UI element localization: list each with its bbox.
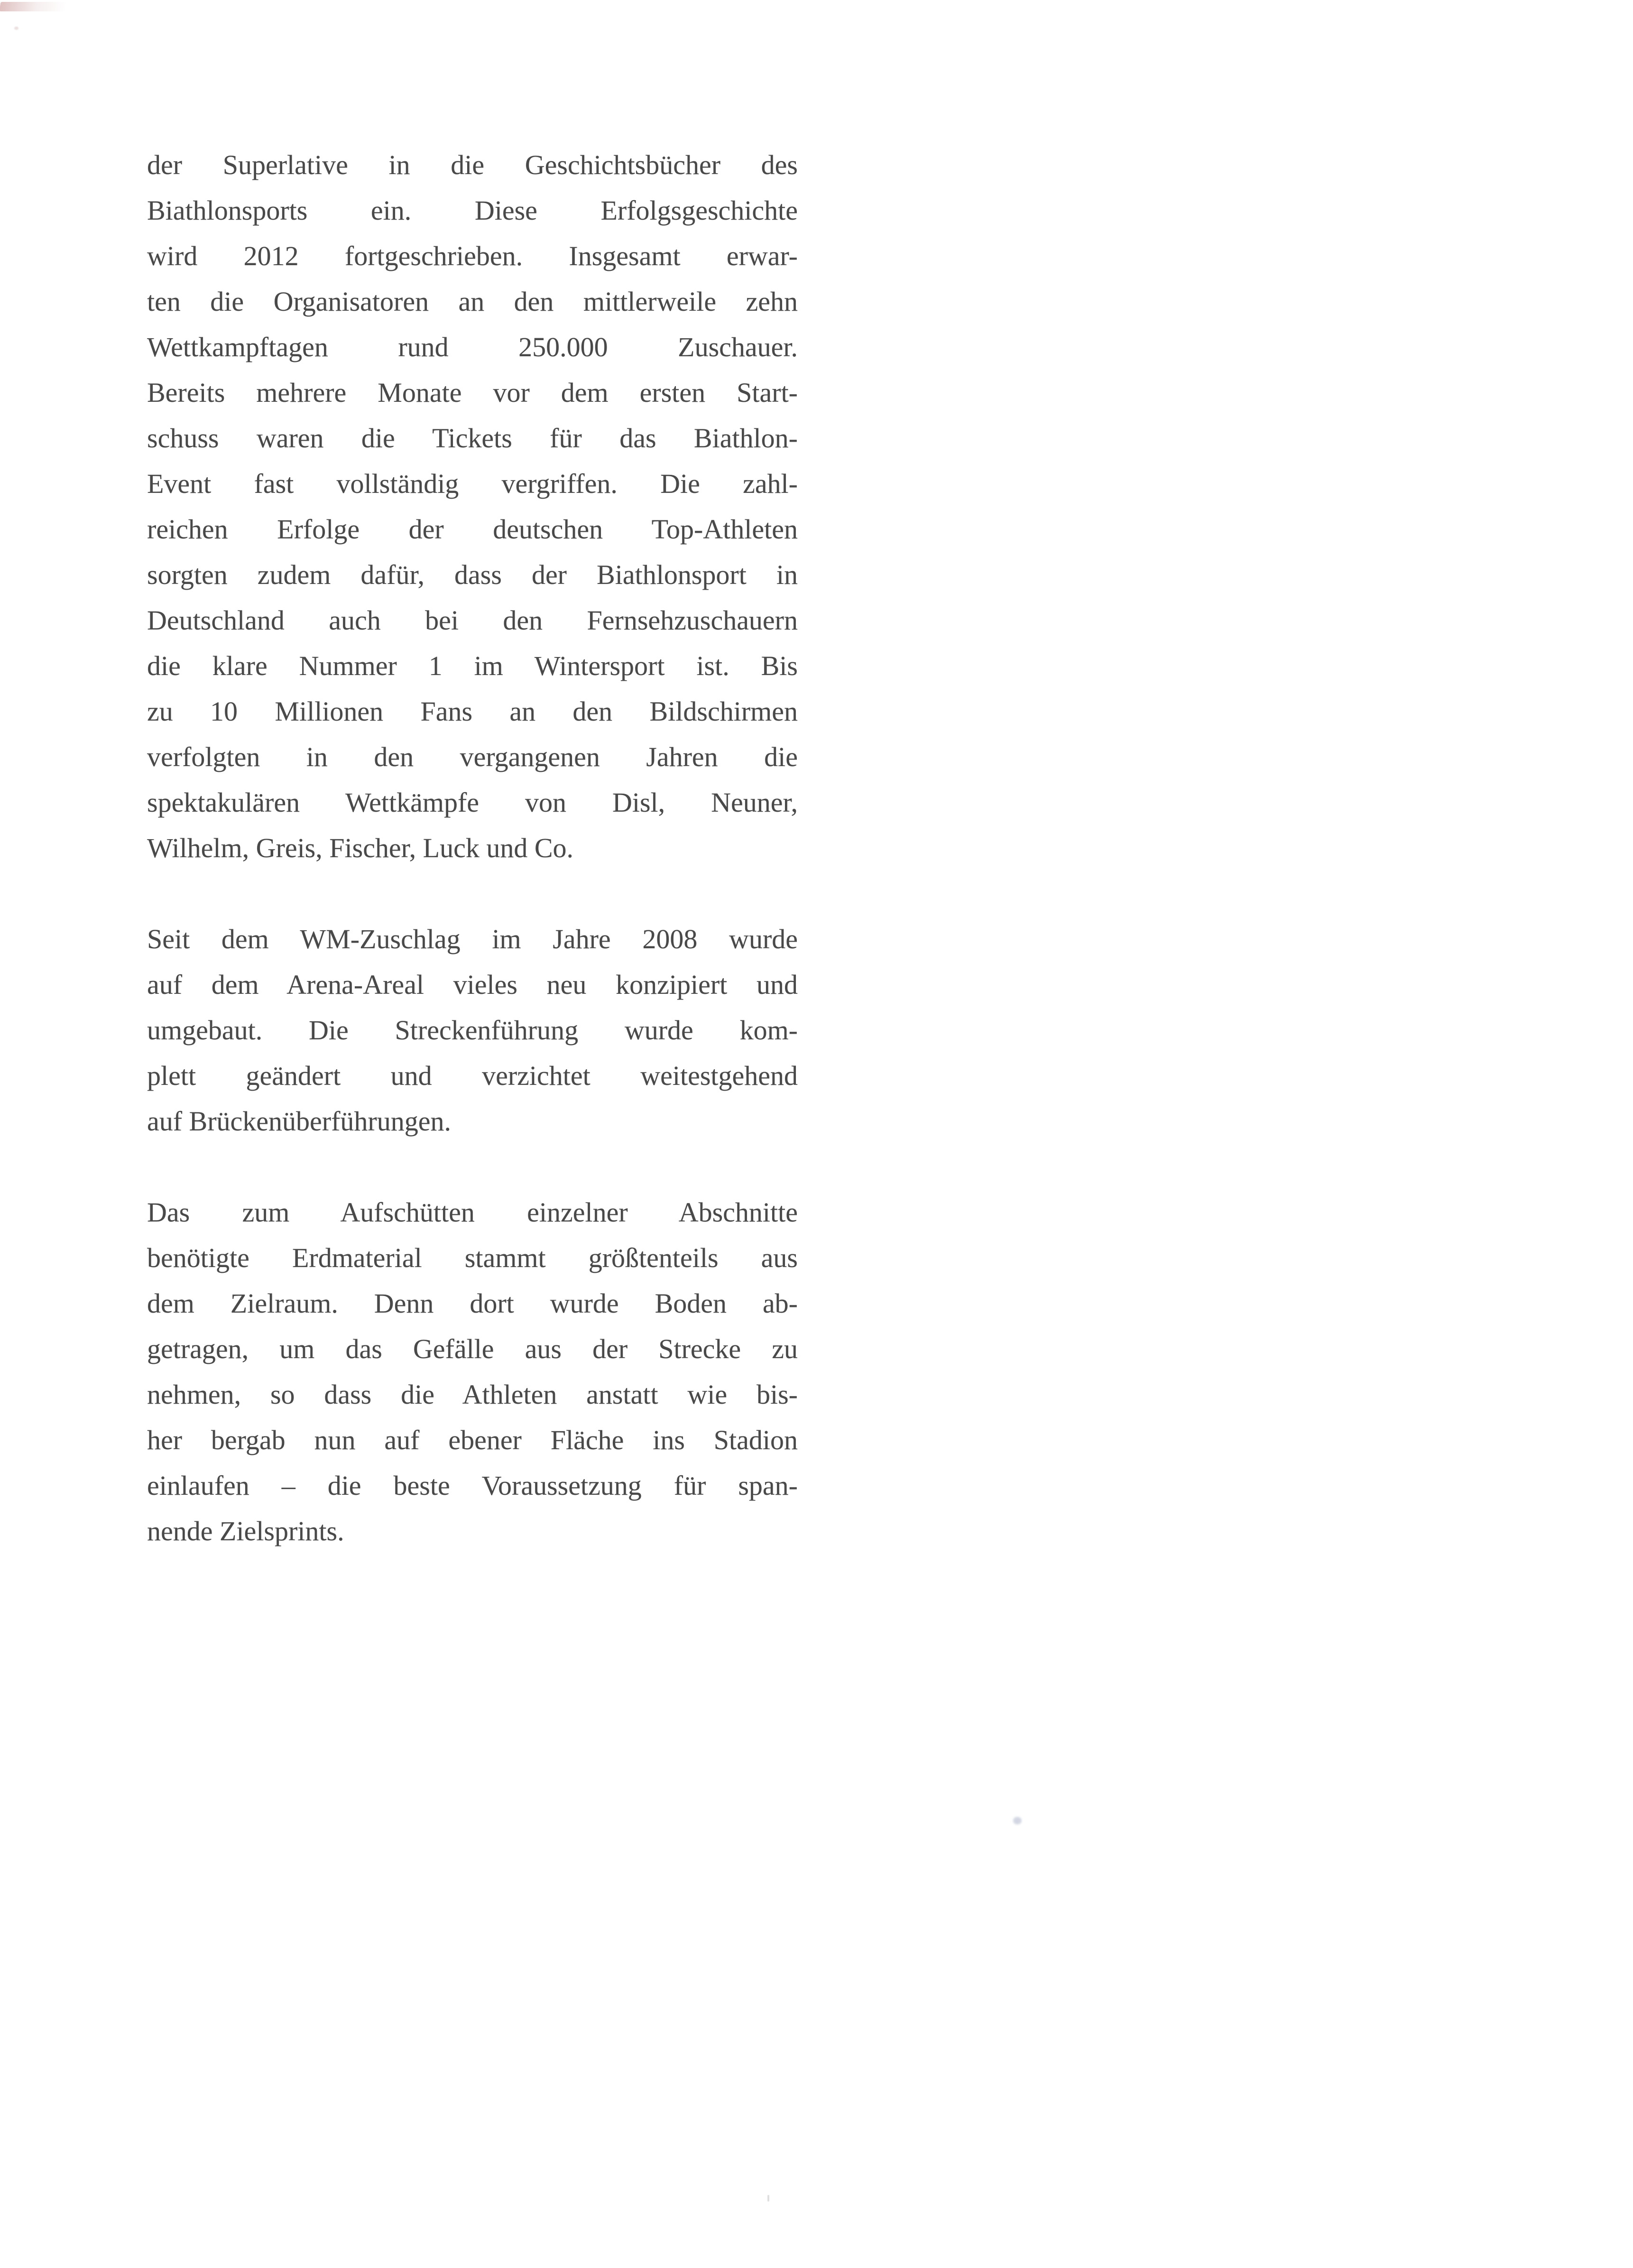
text-line: dem Zielraum. Denn dort wurde Boden ab- <box>147 1288 798 1319</box>
scan-artifact-tick <box>767 2195 769 2202</box>
text-line: zu 10 Millionen Fans an den Bildschirmen <box>147 696 798 727</box>
text-line: die klare Nummer 1 im Wintersport ist. Bis <box>147 650 798 681</box>
text-line: Seit dem WM-Zuschlag im Jahre 2008 wurde <box>147 924 798 954</box>
text-line: benötigte Erdmaterial stammt größtenteils aus <box>147 1242 798 1273</box>
body-text-column <box>147 142 798 1600</box>
text-line: Biathlonsports ein. Diese Erfolgsgeschichte <box>147 195 798 226</box>
scan-artifact-corner-dot <box>14 27 18 30</box>
text-line: Das zum Aufschütten einzelner Abschnitte <box>147 1197 798 1228</box>
text-line: schuss waren die Tickets für das Biathlon- <box>147 423 798 454</box>
text-line: verfolgten in den vergangenen Jahren die <box>147 741 798 772</box>
paragraph-3 <box>147 1190 798 1554</box>
dust-speck <box>1013 1817 1022 1824</box>
text-line: Wettkampftagen rund 250.000 Zuschauer. <box>147 332 798 362</box>
text-line: sorgten zudem dafür, dass der Biathlonsport in <box>147 559 798 590</box>
text-line: einlaufen – die beste Voraussetzung für span- <box>147 1470 798 1501</box>
scan-artifact-corner-streak <box>0 2 67 11</box>
text-line: Deutschland auch bei den Fernsehzuschauern <box>147 605 798 636</box>
text-line: getragen, um das Gefälle aus der Strecke zu <box>147 1333 798 1364</box>
text-line: plett geändert und verzichtet weitestgehend <box>147 1060 798 1091</box>
text-line: umgebaut. Die Streckenführung wurde kom- <box>147 1015 798 1046</box>
text-line: her bergab nun auf ebener Fläche ins Stadion <box>147 1425 798 1455</box>
text-line: Event fast vollständig vergriffen. Die zahl- <box>147 468 798 499</box>
text-line: Wilhelm, Greis, Fischer, Luck und Co. <box>147 833 574 863</box>
text-line: auf dem Arena-Areal vieles neu konzipiert und <box>147 969 798 1000</box>
text-line: reichen Erfolge der deutschen Top-Athleten <box>147 514 798 545</box>
paragraph-2 <box>147 916 798 1144</box>
text-line: auf Brückenüberführungen. <box>147 1106 451 1137</box>
text-line: nehmen, so dass die Athleten anstatt wie bis- <box>147 1379 798 1410</box>
text-line: ten die Organisatoren an den mittlerweile zehn <box>147 286 798 317</box>
text-line: wird 2012 fortgeschrieben. Insgesamt erwar- <box>147 241 798 271</box>
paragraph-1 <box>147 142 798 871</box>
text-line: nende Zielsprints. <box>147 1516 344 1546</box>
text-line: spektakulären Wettkämpfe von Disl, Neuner, <box>147 787 798 818</box>
text-line: der Superlative in die Geschichtsbücher des <box>147 149 798 180</box>
text-line: Bereits mehrere Monate vor dem ersten Start- <box>147 377 798 408</box>
